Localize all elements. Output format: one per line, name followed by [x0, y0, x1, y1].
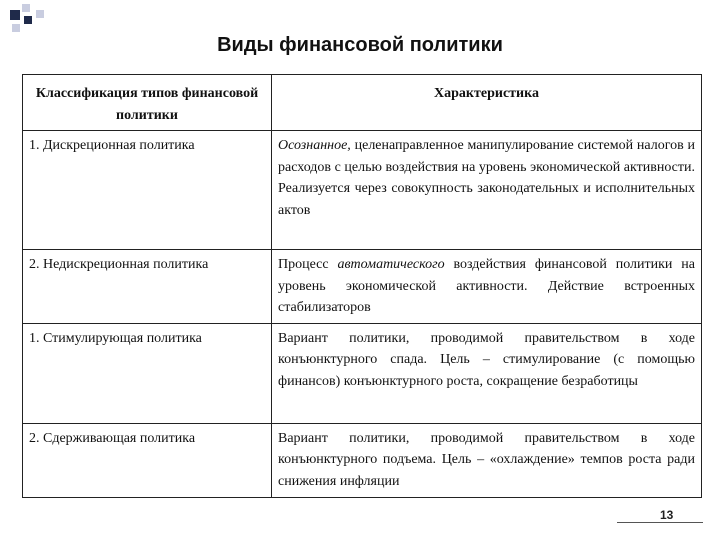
deco-square: [24, 16, 32, 24]
deco-square: [36, 10, 44, 18]
row-description: [272, 131, 702, 250]
row-type: 2. Недискреционная политика: [23, 250, 272, 324]
row-description: Вариант политики, проводимой правительством в ходе конъюнктурного подъема. Цель – «охлаждение» темпов роста ради снижения инфляции: [272, 423, 702, 497]
row-type: 1. Стимулирующая политика: [23, 323, 272, 423]
row-type: 1. Дискреционная политика: [23, 131, 272, 250]
table-row: [23, 131, 702, 250]
table-row: [23, 423, 702, 497]
row-desc-rest: целенаправленное манипулирование системой налогов и расходов с целью воздействия на уровень экономической активности. Реализуется через совокупность законодательных и исполнительных актов: [278, 138, 695, 218]
page-title: Виды финансовой политики: [217, 34, 503, 56]
table-header-row: [23, 75, 702, 131]
deco-square: [22, 4, 30, 12]
row-desc-pre: Процесс: [278, 257, 338, 272]
page-number: 13: [660, 508, 674, 522]
row-description: [272, 250, 702, 324]
header-characteristic: Характеристика: [272, 75, 702, 131]
page-number-underline: [617, 522, 703, 523]
table-row: [23, 250, 702, 324]
row-desc-italic: Осознанное,: [278, 138, 351, 153]
policy-table: [22, 74, 702, 498]
table-row: [23, 323, 702, 423]
header-classification: Классификация типов финансовой политики: [23, 75, 272, 131]
deco-square: [12, 24, 20, 32]
row-type: 2. Сдерживающая политика: [23, 423, 272, 497]
deco-square: [10, 10, 20, 20]
row-desc-rest: воздействия финансовой политики на уровень экономической активности. Действие встроенных стабилизаторов: [278, 257, 696, 315]
row-desc-italic: автоматического: [337, 257, 445, 272]
row-description: Вариант политики, проводимой правительством в ходе конъюнктурного спада. Цель – стимулирование (с помощью финансов) конъюнктурного роста, сокращение безработицы: [272, 323, 702, 423]
